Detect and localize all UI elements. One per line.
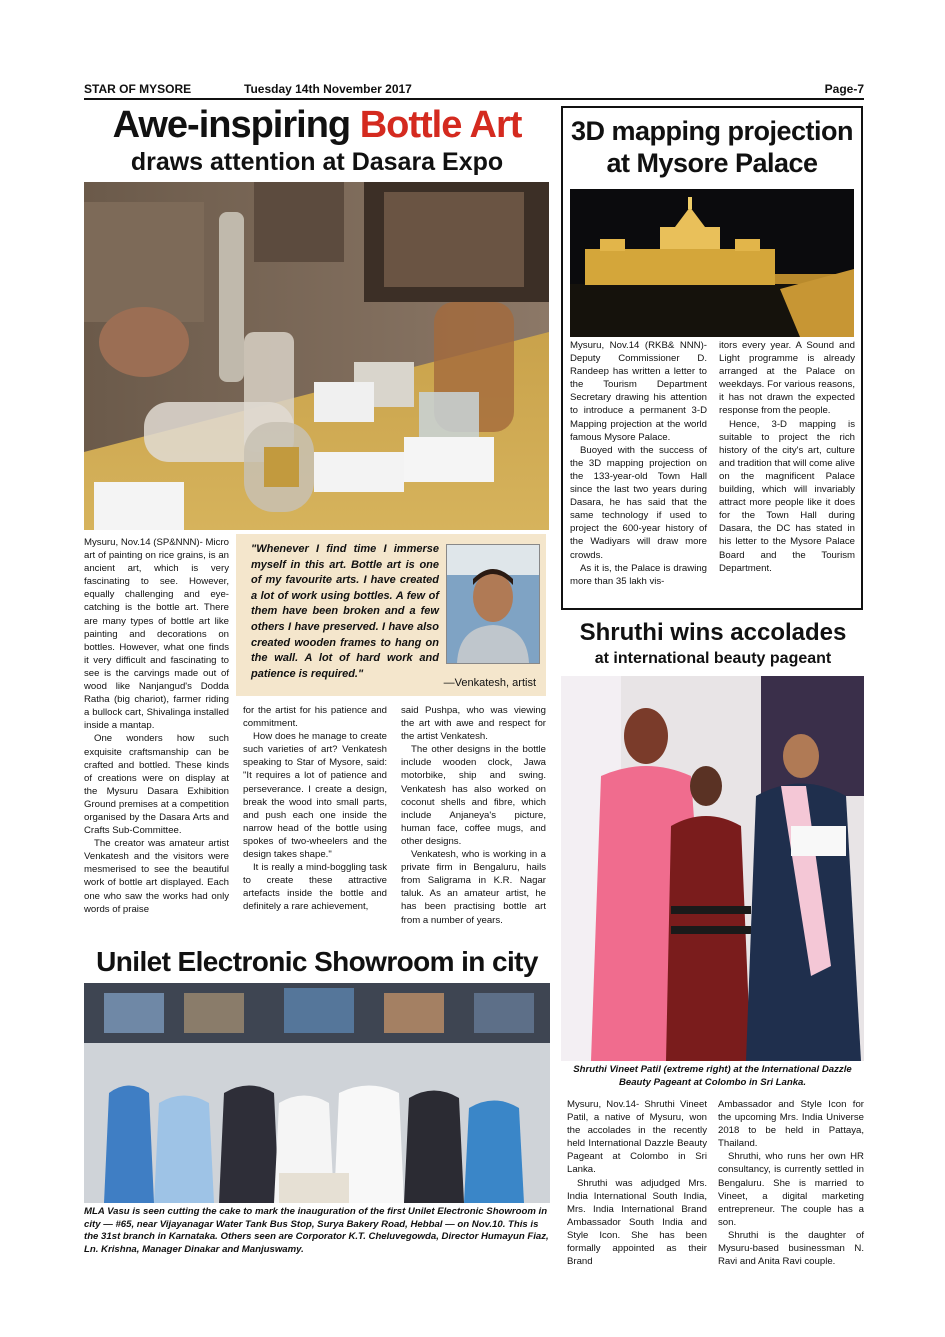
paragraph: It is really a mind-boggling task to create these attractive artefacts inside the bottle and definitely a rare achievement, <box>243 862 387 913</box>
shruthi-headline: Shruthi wins accolades <box>579 619 847 646</box>
projection-column-2 <box>719 339 855 575</box>
bottle-art-column-3 <box>401 704 546 927</box>
paragraph: Buoyed with the success of the 3D mapping projection on the 133-year-old Town Hall since the last two years during Dasara, he has said that the same technology if used to project the 600-year history of the Wadiyars will draw more crowds. <box>570 444 707 561</box>
paragraph: itors every year. A Sound and Light programme is already arranged at the Palace on weekdays. For various reasons, it has not drawn the expected response from the people. <box>719 340 855 417</box>
mysore-palace-photo <box>570 189 854 337</box>
paragraph: Shruthi, who runs her own HR consultancy, is currently settled in Bengaluru. She is married to Vineet, a digital marketing entrepreneur. The couple has a son. <box>718 1151 864 1228</box>
beauty-pageant-photo <box>561 676 864 1061</box>
unilet-inauguration-photo <box>84 983 550 1203</box>
paragraph: How does he manage to create such varieties of art? Venkatesh speaking to Star of Mysore, said: "It requires a lot of patience and perseverance. I create a design, break the wood into small parts, and push each one inside the narrow head of the bottle using spokes of two-wheelers and the design takes shape." <box>243 731 387 861</box>
paragraph: Mysuru, Nov.14 (SP&NNN)- Micro art of painting on rice grains, is an ancient art, which is very fascinating to see. However, equally challenging and eye-catching is the bottle art. There are many types of bottle art like painting and decorations on bottles. However, what one finds it very difficult and fascinating to see is the carvings made out of wood like Nanjangud's Dodda Ratha (big chariot), farmer riding a bullock cart, Shivalinga installed inside a mantap. <box>84 537 229 732</box>
projection-column-1 <box>570 339 707 588</box>
paragraph: The creator was amateur artist Venkatesh and the visitors were mesmerised to see the beautiful work of bottle art displayed. Each one who saw the works had only words of praise <box>84 838 229 915</box>
headline-black-part: Awe-inspiring <box>112 104 360 146</box>
paragraph: Mysuru, Nov.14 (RKB& NNN)- Deputy Commissioner D. Randeep has written a letter to the Tourism Department Secretary drawing his attention to introduce a permanent 3-D Mapping projection at the world famous Mysore Palace. <box>570 340 707 443</box>
paragraph: Hence, 3-D mapping is suitable to project the rich history of the city's art, culture and tradition that will come alive on the magnificent Palace building, which will invariably attract more people like it does for the Town Hall during Dasara, the DC has stated in his letter to the Mysore Palace Board and the Tourism Department. <box>719 418 855 574</box>
bottle-art-photo <box>84 182 549 530</box>
paragraph: The other designs in the bottle include wooden clock, Jawa motorbike, ship and swing. Venkatesh has also worked on coconut shells and fibre, which include Anjaneya's picture, human face, coffee mugs, and other designs. <box>401 744 546 847</box>
bottle-art-subhead: draws attention at Dasara Expo <box>130 148 504 176</box>
paragraph: Shruthi is the daughter of Mysuru-based businessman N. Ravi and Anita Ravi couple. <box>718 1229 864 1268</box>
paragraph: Venkatesh, who is working in a private firm in Bengaluru, hails from Saligrama in K.R. Nagar taluk. As an amateur artist, he has been practising bottle art from a number of years. <box>401 849 546 926</box>
paragraph: As it is, the Palace is drawing more than 35 lakh vis- <box>570 562 707 587</box>
shruthi-column-2 <box>718 1098 864 1268</box>
paragraph: Mysuru, Nov.14- Shruthi Vineet Patil, a native of Mysuru, won the accolades in the recently held International Dazzle Beauty Pageant at Colombo in Sri Lanka. <box>567 1099 707 1176</box>
shruthi-photo-caption: Shruthi Vineet Patil (extreme right) at the International Dazzle Beauty Pageant at Colombo in Sri Lanka. <box>573 1064 852 1088</box>
shruthi-column-1 <box>567 1098 707 1268</box>
pull-quote-attribution: —Venkatesh, artist <box>443 677 536 689</box>
unilet-photo-caption: MLA Vasu is seen cutting the cake to mark the inauguration of the first Unilet Electronic Showroom in city — #65, near Vijayanagar Water Tank Bus Stop, Surya Bakery Road, Hebbal — on Nov.10. This is the 31st branch in Karnataka. Others seen are Corporator K.T. Cheluvegowda, Director Humayun Fiaz, Ln. Krishna, Manager Dinakar and Manjuswamy. <box>84 1206 549 1255</box>
masthead-rule <box>84 98 864 100</box>
issue-date: Tuesday 14th November 2017 <box>244 82 412 96</box>
paragraph: for the artist for his patience and commitment. <box>243 705 387 730</box>
paragraph: One wonders how such exquisite craftsmanship can be crafted and bottled. These kinds of creations were on display at the Mysuru Dasara Exhibition Ground premises at a competition organised by the Dasara Arts and Crafts Sub-Committee. <box>84 733 229 837</box>
projection-headline-line-1: 3D mapping projection <box>570 116 854 146</box>
shruthi-subhead: at international beauty pageant <box>594 650 832 667</box>
pull-quote-box <box>236 534 546 696</box>
page-number: Page-7 <box>824 82 864 96</box>
paragraph: Shruthi was adjudged Mrs. India International South India, Mrs. India International Brand Ambassador South India and Style Icon. She has been formally appointed as their Brand <box>567 1177 707 1268</box>
pull-quote-text: "Whenever I find time I immerse myself in this art. Bottle art is one of my favourite arts. I have created a lot of work using bottles. A few of them have been broken and a few others I have preserved. I have also created wooden frames to hang on the wall. A lot of hard work and patience is required." <box>251 543 439 680</box>
paragraph: said Pushpa, who was viewing the art with awe and respect for the artist Venkatesh. <box>401 705 546 743</box>
bottle-art-column-2 <box>243 704 387 914</box>
masthead <box>84 80 864 98</box>
projection-headline-line-2: at Mysore Palace <box>606 148 818 178</box>
publication-name: STAR OF MYSORE <box>84 82 192 96</box>
artist-portrait <box>446 544 540 664</box>
bottle-art-column-1 <box>84 536 229 916</box>
paragraph: Ambassador and Style Icon for the upcoming Mrs. India Universe 2018 to be held in Pattaya, Thailand. <box>718 1099 864 1150</box>
unilet-headline: Unilet Electronic Showroom in city <box>96 946 538 977</box>
bottle-art-headline <box>84 104 550 147</box>
headline-red-part: Bottle Art <box>359 104 522 146</box>
